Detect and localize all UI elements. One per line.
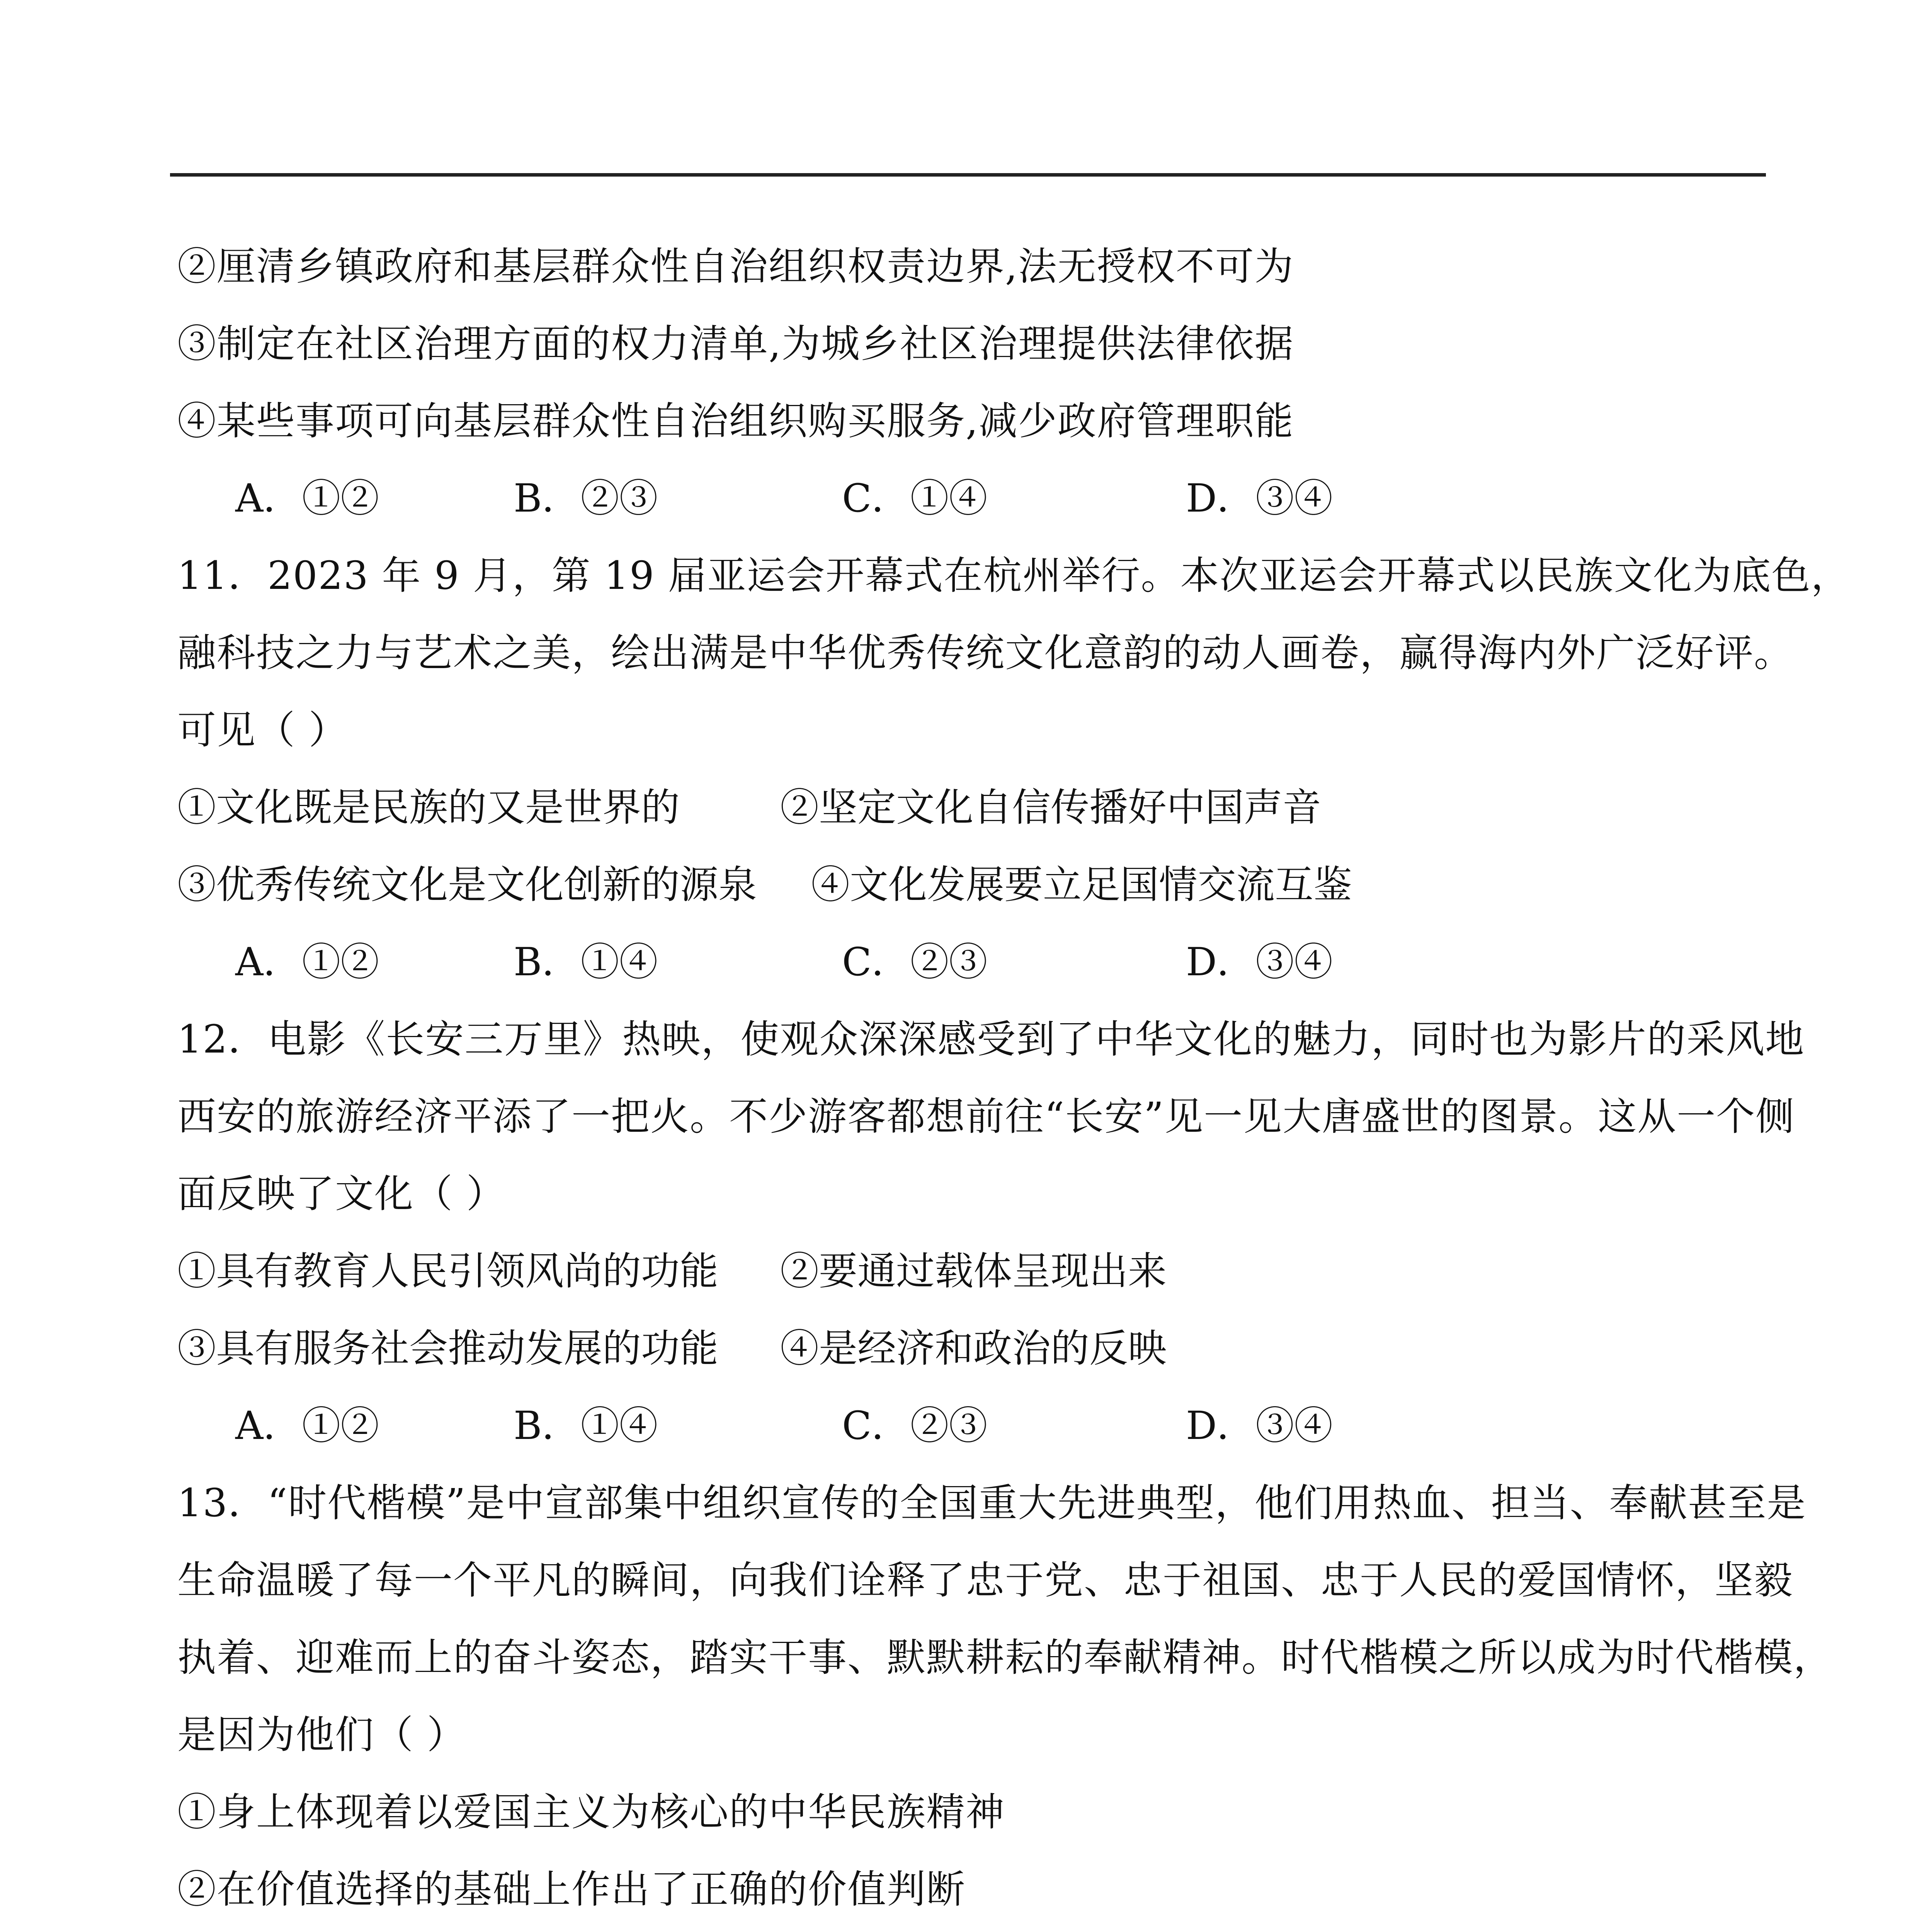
q12-stem-line-1: 12．电影《长安三万里》热映，使观众深深感受到了中华文化的魅力，同时也为影片的采风地 [177, 1017, 1805, 1062]
q10-option-d[interactable]: D．③④ [1186, 476, 1333, 521]
q11-option-d[interactable]: D．③④ [1186, 939, 1333, 985]
q10-item-3: ③制定在社区治理方面的权力清单,为城乡社区治理提供法律依据 [177, 321, 1294, 366]
q12-option-c[interactable]: C．②③ [842, 1403, 988, 1448]
q10-option-c[interactable]: C．①④ [842, 476, 988, 521]
q12-option-d[interactable]: D．③④ [1186, 1403, 1333, 1448]
q13-stem-line-1: 13．“时代楷模”是中宣部集中组织宣传的全国重大先进典型，他们用热血、担当、奉献甚至是 [177, 1480, 1806, 1526]
q13-stem-line-3: 执着、迎难而上的奋斗姿态，踏实干事、默默耕耘的奉献精神。时代楷模之所以成为时代楷模， [177, 1635, 1833, 1680]
q10-item-2: ②厘清乡镇政府和基层群众性自治组织权责边界,法无授权不可为 [177, 244, 1294, 289]
q12-item-3: ③具有服务社会推动发展的功能 [177, 1326, 718, 1371]
q10-option-a[interactable]: A．①② [235, 476, 379, 521]
header-rule [170, 173, 1766, 177]
q11-item-2: ②坚定文化自信传播好中国声音 [780, 785, 1321, 830]
q12-options [235, 1401, 1742, 1451]
q12-stem-line-2: 西安的旅游经济平添了一把火。不少游客都想前往“长安”见一见大唐盛世的图景。这从一个侧 [177, 1094, 1795, 1139]
q13-item-2: ②在价值选择的基础上作出了正确的价值判断 [177, 1867, 966, 1912]
q11-item-3: ③优秀传统文化是文化创新的源泉 [177, 862, 757, 907]
q13-stem-line-4: 是因为他们（ ） [177, 1712, 466, 1757]
q10-option-b[interactable]: B．②③ [514, 476, 658, 521]
q10-item-4: ④某些事项可向基层群众性自治组织购买服务,减少政府管理职能 [177, 398, 1294, 444]
q12-option-a[interactable]: A．①② [235, 1403, 379, 1448]
q13-stem-line-2: 生命温暖了每一个平凡的瞬间，向我们诠释了忠于党、忠于祖国、忠于人民的爱国情怀，坚毅 [177, 1558, 1793, 1603]
q11-items-row-2 [177, 860, 1762, 910]
q12-option-b[interactable]: B．①④ [514, 1403, 658, 1448]
q11-item-4: ④文化发展要立足国情交流互鉴 [811, 862, 1352, 907]
q12-items-row-2 [177, 1323, 1762, 1374]
q11-option-c[interactable]: C．②③ [842, 939, 988, 985]
q11-option-a[interactable]: A．①② [235, 939, 379, 985]
q12-item-4: ④是经济和政治的反映 [780, 1326, 1167, 1371]
q12-items-row-1 [177, 1246, 1762, 1296]
q11-options [235, 937, 1742, 987]
q11-stem-line-2: 融科技之力与艺术之美，绘出满是中华优秀传统文化意韵的动人画卷，赢得海内外广泛好评。 [177, 630, 1793, 675]
q12-item-2: ②要通过载体呈现出来 [780, 1248, 1167, 1294]
q10-options [235, 473, 1742, 524]
q11-stem-line-3: 可见（ ） [177, 707, 348, 753]
q11-item-1: ①文化既是民族的又是世界的 [177, 785, 680, 830]
q11-items-row-1 [177, 782, 1762, 833]
q11-option-b[interactable]: B．①④ [514, 939, 658, 985]
q13-item-1: ①身上体现着以爱国主义为核心的中华民族精神 [177, 1789, 1005, 1835]
q12-item-1: ①具有教育人民引领风尚的功能 [177, 1248, 718, 1294]
q11-stem-line-1: 11．2023 年 9 月，第 19 届亚运会开幕式在杭州举行。本次亚运会开幕式以民族文化为底色， [177, 553, 1851, 598]
q12-stem-line-3: 面反映了文化（ ） [177, 1171, 506, 1216]
